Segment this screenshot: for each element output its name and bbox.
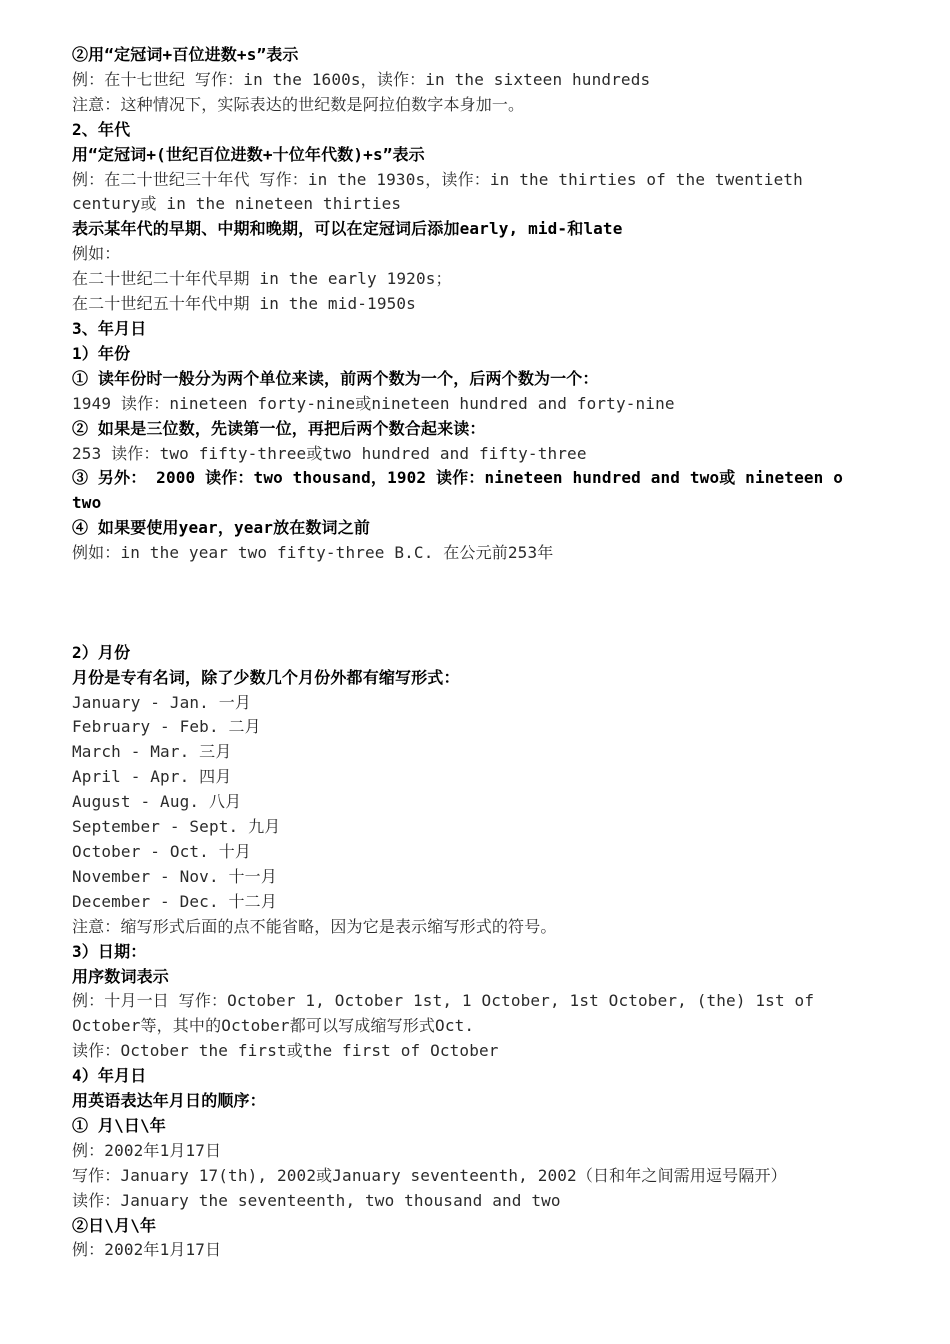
heading-line: 用“定冠词+(世纪百位进数+十位年代数)+s”表示 <box>72 144 425 164</box>
text-line: 读作：October the first或the first of October <box>72 1041 499 1061</box>
text-line: 例：2002年1月17日 <box>72 1140 222 1160</box>
text-line: November - Nov. 十一月 <box>72 866 277 886</box>
heading-line: 2、年代 <box>72 119 131 139</box>
text-line: December - Dec. 十二月 <box>72 891 277 911</box>
text-line: 例：在二十世纪三十年代 写作：in the 1930s，读作：in the thirties of the twentieth <box>72 169 803 189</box>
document-page <box>72 43 872 1263</box>
text-line: 例：2002年1月17日 <box>72 1240 222 1260</box>
text-line: January - Jan. 一月 <box>72 692 252 712</box>
text-block-months-dates <box>72 641 872 1264</box>
text-line: September - Sept. 九月 <box>72 817 281 837</box>
text-line: 注意：这种情况下，实际表达的世纪数是阿拉伯数字本身加一。 <box>72 94 525 114</box>
text-block-years <box>72 43 872 566</box>
heading-line: two <box>72 493 102 513</box>
heading-line: 1）年份 <box>72 343 131 363</box>
heading-line: 2）月份 <box>72 642 131 662</box>
text-line: 读作：January the seventeenth, two thousand and two <box>72 1190 561 1210</box>
heading-line: ① 月\日\年 <box>72 1115 166 1135</box>
text-line: 253 读作：two fifty-three或two hundred and fifty-three <box>72 443 587 463</box>
heading-line: ②用“定冠词+百位进数+s”表示 <box>72 45 299 64</box>
text-line: October等，其中的October都可以写成缩写形式Oct. <box>72 1016 475 1036</box>
text-line: August - Aug. 八月 <box>72 792 242 812</box>
heading-line: ④ 如果要使用year，year放在数词之前 <box>72 518 370 538</box>
text-line: 注意：缩写形式后面的点不能省略，因为它是表示缩写形式的符号。 <box>72 916 557 936</box>
text-line: 例如： <box>72 244 121 264</box>
text-line: March - Mar. 三月 <box>72 742 232 762</box>
heading-line: ① 读年份时一般分为两个单位来读，前两个数为一个，后两个数为一个： <box>72 368 599 388</box>
text-line: 例：十月一日 写作：October 1, October 1st, 1 October, 1st October, (the) 1st of <box>72 991 815 1011</box>
heading-line: ②日\月\年 <box>72 1215 157 1235</box>
text-line: 在二十世纪二十年代早期 in the early 1920s； <box>72 269 452 289</box>
text-line: 1949 读作：nineteen forty-nine或nineteen hundred and forty-nine <box>72 393 675 413</box>
heading-line: 用英语表达年月日的顺序： <box>72 1091 266 1111</box>
heading-line: 3）日期： <box>72 941 147 961</box>
text-line: October - Oct. 十月 <box>72 841 252 861</box>
heading-line: ③ 另外： 2000 读作：two thousand，1902 读作：nineteen hundred and two或 nineteen o <box>72 468 843 488</box>
heading-line: 表示某年代的早期、中期和晚期，可以在定冠词后添加early, mid-和late <box>72 219 623 239</box>
heading-line: 4）年月日 <box>72 1066 147 1086</box>
heading-line: 3、年月日 <box>72 318 147 338</box>
heading-line: ② 如果是三位数，先读第一位，再把后两个数合起来读： <box>72 418 486 438</box>
heading-line: 用序数词表示 <box>72 966 169 986</box>
text-line: February - Feb. 二月 <box>72 717 261 737</box>
text-line: 在二十世纪五十年代中期 in the mid-1950s <box>72 294 416 314</box>
text-line: 例：在十七世纪 写作：in the 1600s，读作：in the sixteen hundreds <box>72 69 651 89</box>
text-line: 例如：in the year two fifty-three B.C. 在公元前253年 <box>72 543 554 563</box>
text-line: April - Apr. 四月 <box>72 767 232 787</box>
blank-space <box>72 566 872 641</box>
text-line: century或 in the nineteen thirties <box>72 194 402 214</box>
heading-line: 月份是专有名词，除了少数几个月份外都有缩写形式： <box>72 667 460 687</box>
text-line: 写作：January 17(th), 2002或January seventeenth, 2002（日和年之间需用逗号隔开） <box>72 1165 787 1185</box>
